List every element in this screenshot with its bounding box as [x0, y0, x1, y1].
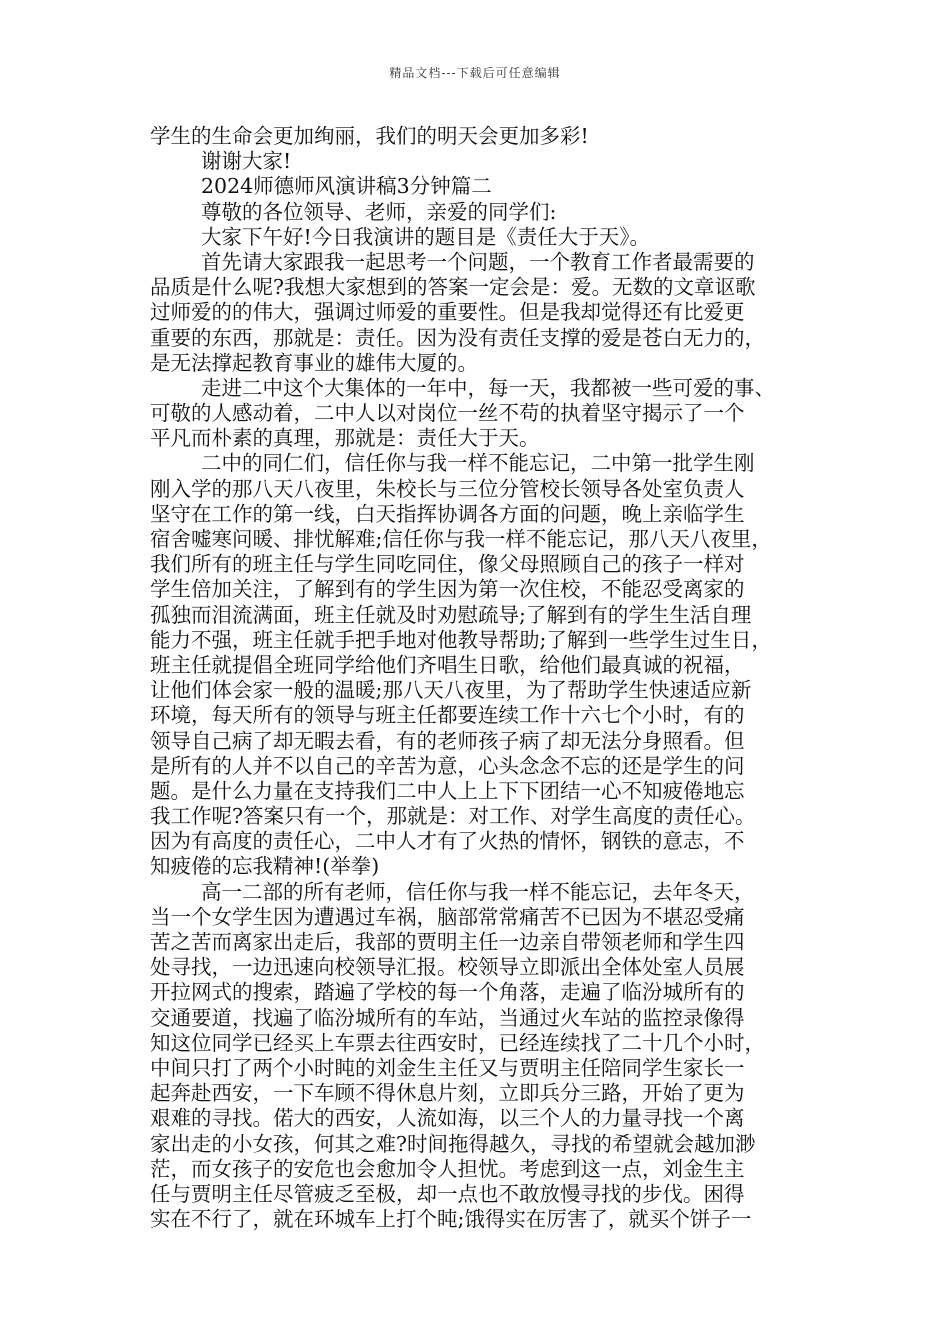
text-line: 家出走的小女孩，何其之难?时间拖得越久，寻找的希望就会越加渺 [150, 1131, 756, 1156]
text-line: 苦之苦而离家出走后，我部的贾明主任一边亲自带领老师和学生四 [150, 930, 745, 954]
text-line: 处寻找，一边迅速向校领导汇报。校领导立即派出全体处室人员展 [150, 955, 745, 980]
text-line: 知疲倦的忘我精神!(举拳) [150, 854, 380, 879]
text-line: 能力不强，班主任就手把手地对他教导帮助;了解到一些学生过生日， [150, 627, 772, 652]
text-line: 班主任就提倡全班同学给他们齐唱生日歌，给他们最真诚的祝福， [150, 652, 745, 677]
text-line: 学生的生命会更加绚丽，我们的明天会更加多彩! [150, 124, 589, 148]
text-line: 高一二部的所有老师，信任你与我一样不能忘记，去年冬天， [201, 879, 755, 904]
text-line: 因为有高度的责任心，二中人才有了火热的情怀，钢铁的意志，不 [150, 829, 745, 854]
text-line: 可敬的人感动着，二中人以对岗位一丝不苟的执着坚守揭示了一个 [150, 401, 745, 426]
text-line: 当一个女学生因为遭遇过车祸，脑部常常痛苦不已因为不堪忍受痛 [150, 904, 745, 929]
text-line: 艰难的寻找。偌大的西安，人流如海，以三个人的力量寻找一个离 [150, 1106, 745, 1131]
text-line: 是所有的人并不以自己的辛苦为意，心头念念不忘的还是学生的问 [150, 753, 745, 778]
text-line: 宿舍嘘寒问暖、排忧解难;信任你与我一样不能忘记，那八天八夜里， [150, 527, 772, 551]
text-line: 我们所有的班主任与学生同吃同住，像父母照顾自己的孩子一样对 [150, 552, 745, 577]
text-line: 平凡而朴素的真理，那就是：责任大于天。 [150, 426, 540, 451]
text-line: 交通要道，找遍了临汾城所有的车站，当通过火车站的监控录像得 [150, 1005, 745, 1030]
text-line: 任与贾明主任尽管疲乏至极，却一点也不敢放慢寻找的步伐。困得 [150, 1181, 745, 1206]
text-line: 让他们体会家一般的温暖;那八天八夜里，为了帮助学生快速适应新 [150, 678, 752, 703]
text-line: 茫，而女孩子的安危也会愈加令人担忧。考虑到这一点，刘金生主 [150, 1156, 745, 1181]
text-line: 首先请大家跟我一起思考一个问题，一个教育工作者最需要的 [201, 249, 755, 274]
text-line: 走进二中这个大集体的一年中，每一天，我都被一些可爱的事、 [201, 375, 775, 400]
text-line: 孤独而泪流满面，班主任就及时劝慰疏导;了解到有的学生生活自理 [150, 602, 752, 627]
text-line: 二中的同仁们，信任你与我一样不能忘记，二中第一批学生刚 [201, 451, 755, 476]
text-line: 我工作呢?答案只有一个，那就是：对工作、对学生高度的责任心。 [150, 804, 756, 829]
text-line: 刚入学的那八天八夜里，朱校长与三位分管校长领导各处室负责人 [150, 476, 745, 501]
text-line: 尊敬的各位领导、老师，亲爱的同学们: [201, 199, 557, 224]
text-line: 学生倍加关注，了解到有的学生因为第一次住校，不能忍受离家的 [150, 577, 745, 602]
text-line: 起奔赴西安，一下车顾不得休息片刻，立即兵分三路，开始了更为 [150, 1081, 745, 1106]
page-header: 精品文档---下载后可任意编辑 [389, 66, 561, 80]
document-body [150, 124, 814, 1232]
text-line: 环境，每天所有的领导与班主任都要连续工作十六七个小时，有的 [150, 703, 745, 728]
text-line: 领导自己病了却无暇去看，有的老师孩子病了却无法分身照看。但 [150, 728, 745, 753]
text-line: 大家下午好!今日我演讲的题目是《责任大于天》。 [201, 224, 650, 249]
text-line: 过师爱的的伟大，强调过师爱的重要性。但是我却觉得还有比爱更 [150, 300, 745, 325]
text-line: 知这位同学已经买上车票去往西安时，已经连续找了二十几个小时， [150, 1030, 765, 1055]
text-line: 2024师德师风演讲稿3分钟篇二 [201, 174, 492, 199]
text-line: 是无法撑起教育事业的雄伟大厦的。 [150, 350, 478, 375]
text-line: 坚守在工作的第一线，白天指挥协调各方面的问题，晚上亲临学生 [150, 501, 745, 526]
text-line: 品质是什么呢?我想大家想到的答案一定会是：爱。无数的文章讴歌 [150, 275, 756, 300]
text-line: 题。是什么力量在支持我们二中人上上下下团结一心不知疲倦地忘 [150, 778, 745, 803]
text-line: 谢谢大家! [201, 149, 292, 174]
text-line: 重要的东西，那就是：责任。因为没有责任支撑的爱是苍白无力的， [150, 325, 765, 350]
text-line: 实在不行了，就在环城车上打个盹;饿得实在厉害了，就买个饼子一 [150, 1207, 752, 1232]
text-line: 中间只打了两个小时盹的刘金生主任又与贾明主任陪同学生家长一 [150, 1055, 745, 1080]
text-line: 开拉网式的搜索，踏遍了学校的每一个角落，走遍了临汾城所有的 [150, 980, 745, 1005]
